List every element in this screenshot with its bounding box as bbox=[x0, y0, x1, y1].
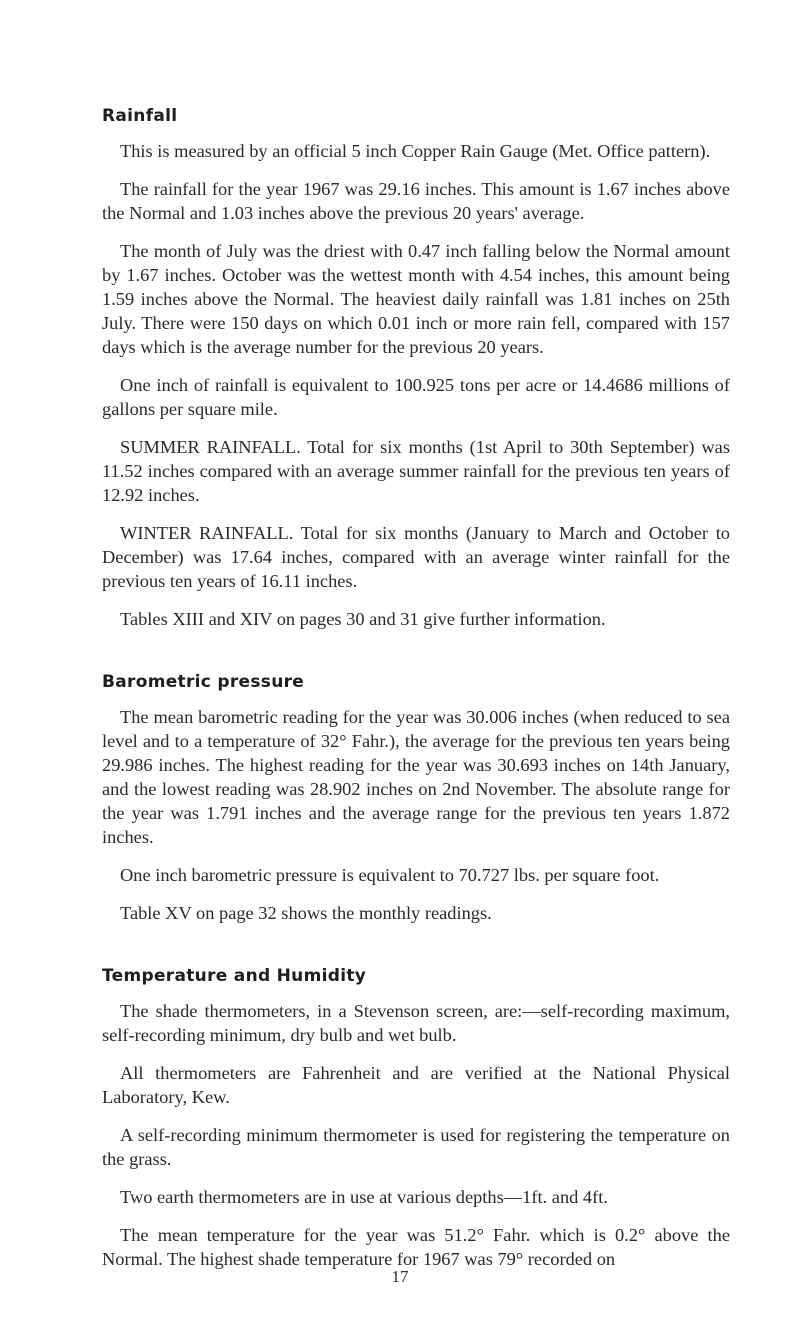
paragraph: Two earth thermometers are in use at various depths—1ft. and 4ft. bbox=[120, 1187, 608, 1207]
paragraph: Table XV on page 32 shows the monthly readings. bbox=[120, 903, 492, 923]
paragraph: This is measured by an official 5 inch Copper Rain Gauge (Met. Office pattern). bbox=[120, 141, 711, 161]
paragraph: One inch of rainfall is equivalent to 100.925 tons per acre or 14.4686 millions of gallons per square mile. bbox=[102, 375, 730, 419]
paragraph: Tables XIII and XIV on pages 30 and 31 give further information. bbox=[120, 609, 606, 629]
section-heading-rainfall: Rainfall bbox=[102, 106, 178, 126]
page-number: 17 bbox=[391, 1267, 409, 1286]
paragraph: The mean barometric reading for the year was 30.006 inches (when reduced to sea level and to a temperature of 32° Fahr.), the average for the previous ten years being 29.986 inches. The highest reading for the year was 30.693 inches on 14th January, and the lowest reading was 28.902 inches on 2nd November. The absolute range for the year was 1.791 inches and the average range for the previous ten years 1.872 inches. bbox=[102, 707, 730, 847]
paragraph: The month of July was the driest with 0.47 inch falling below the Normal amount by 1.67 inches. October was the wettest month with 4.54 inches, this amount being 1.59 inches above the Normal. The heaviest daily rainfall was 1.81 inches on 25th July. There were 150 days on which 0.01 inch or more rain fell, compared with 157 days which is the average number for the previous 20 years. bbox=[102, 241, 730, 357]
paragraph: The rainfall for the year 1967 was 29.16 inches. This amount is 1.67 inches above the Normal and 1.03 inches above the previous 20 years' average. bbox=[102, 179, 730, 223]
paragraph: SUMMER RAINFALL. Total for six months (1st April to 30th September) was 11.52 inches compared with an average summer rainfall for the previous ten years of 12.92 inches. bbox=[102, 437, 730, 505]
paragraph: WINTER RAINFALL. Total for six months (January to March and October to December) was 17.64 inches, compared with an average winter rainfall for the previous ten years of 16.11 inches. bbox=[102, 523, 730, 591]
section-heading-temperature-humidity: Temperature and Humidity bbox=[102, 966, 367, 986]
document-page bbox=[102, 0, 730, 1271]
paragraph: The shade thermometers, in a Stevenson screen, are:—self-recording maximum, self-recording minimum, dry bulb and wet bulb. bbox=[102, 1001, 730, 1045]
paragraph: A self-recording minimum thermometer is used for registering the temperature on the grass. bbox=[102, 1125, 730, 1169]
paragraph: All thermometers are Fahrenheit and are verified at the National Physical Laboratory, Kew. bbox=[102, 1063, 730, 1107]
paragraph: One inch barometric pressure is equivalent to 70.727 lbs. per square foot. bbox=[120, 865, 660, 885]
section-heading-barometric-pressure: Barometric pressure bbox=[102, 672, 305, 692]
paragraph: The mean temperature for the year was 51.2° Fahr. which is 0.2° above the Normal. The highest shade temperature for 1967 was 79° recorded on bbox=[102, 1225, 730, 1269]
